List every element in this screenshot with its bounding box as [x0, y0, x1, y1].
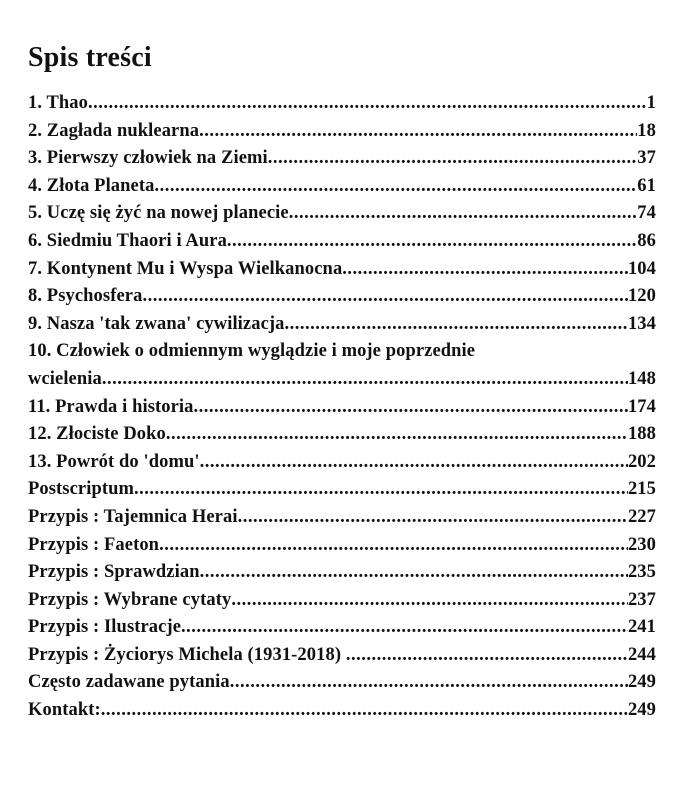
toc-entry [28, 449, 656, 477]
toc-entry-page: 18 [637, 120, 656, 141]
dot-leader [230, 669, 628, 697]
toc-entry-page: 120 [627, 286, 656, 307]
toc-entry-page: 249 [627, 672, 656, 693]
toc-entry-label: Przypis : Faeton [28, 534, 160, 555]
toc-entry [28, 145, 656, 173]
dot-leader [194, 394, 628, 422]
toc-entry-page: 174 [627, 396, 656, 417]
dot-leader [166, 421, 628, 449]
toc-entry-label: 5. Uczę się żyć na nowej planecie [28, 203, 289, 224]
dot-leader [289, 200, 638, 228]
toc-entry-label: Często zadawane pytania [28, 672, 230, 693]
toc-page [28, 40, 656, 725]
toc-entry-label: Przypis : Wybrane cytaty [28, 589, 232, 610]
toc-entry [28, 504, 656, 532]
toc-entry-page: 134 [627, 313, 656, 334]
toc-entry-page: 86 [637, 230, 656, 251]
toc-entry-page: 237 [627, 589, 656, 610]
dot-leader [231, 587, 628, 615]
toc-entry-label: 13. Powrót do 'domu' [28, 451, 200, 472]
toc-entry [28, 311, 656, 339]
dot-leader [134, 476, 628, 504]
toc-entry [28, 421, 656, 449]
toc-entry-page: 235 [627, 562, 656, 583]
toc-entry [28, 669, 656, 697]
toc-entry-page: 227 [627, 506, 656, 527]
toc-entry-page: 1 [646, 93, 656, 113]
toc-entry [28, 476, 656, 504]
toc-entry-label-line2: wcielenia [28, 368, 102, 389]
toc-entry-page: 148 [627, 368, 656, 389]
toc-list [28, 90, 656, 725]
toc-entry-label: 2. Zagłada nuklearna [28, 120, 200, 141]
toc-entry [28, 228, 656, 256]
toc-entry-line2 [28, 366, 656, 394]
toc-entry [28, 118, 656, 146]
dot-leader [346, 642, 628, 670]
toc-entry-page: 230 [627, 534, 656, 555]
toc-entry-page: 37 [637, 148, 656, 169]
toc-entry-label: Przypis : Ilustracje [28, 617, 182, 638]
toc-entry-page: 241 [627, 617, 656, 638]
toc-entry [28, 532, 656, 560]
toc-entry-label: 4. Złota Planeta [28, 175, 155, 196]
dot-leader [101, 697, 628, 725]
toc-entry [28, 256, 656, 284]
page-title: Spis treści [28, 42, 152, 73]
toc-entry-label: Kontakt: [28, 700, 101, 721]
toc-entry-page: 244 [627, 644, 656, 665]
toc-entry [28, 559, 656, 587]
toc-entry [28, 90, 656, 118]
dot-leader [238, 504, 628, 532]
toc-entry [28, 394, 656, 422]
dot-leader [268, 145, 638, 173]
toc-entry-label: 3. Pierwszy człowiek na Ziemi [28, 148, 268, 169]
dot-leader [227, 228, 637, 256]
toc-entry [28, 587, 656, 615]
dot-leader [285, 311, 628, 339]
dot-leader [200, 559, 628, 587]
toc-entry [28, 614, 656, 642]
toc-entry-page: 215 [627, 479, 656, 500]
toc-entry-page: 188 [627, 424, 656, 445]
dot-leader [342, 256, 628, 284]
dot-leader [199, 118, 637, 146]
toc-entry-label-line1: 10. Człowiek o odmiennym wyglądzie i moje poprzednie [28, 341, 476, 362]
toc-entry-page: 202 [627, 451, 656, 472]
toc-entry-label: 9. Nasza 'tak zwana' cywilizacja [28, 313, 285, 334]
toc-entry-label: 12. Złociste Doko [28, 424, 166, 445]
toc-entry [28, 697, 656, 725]
dot-leader [200, 449, 628, 477]
dot-leader [181, 614, 628, 642]
dot-leader [142, 283, 628, 311]
dot-leader [154, 173, 637, 201]
toc-entry [28, 338, 656, 393]
toc-entry [28, 642, 656, 670]
toc-entry [28, 173, 656, 201]
toc-entry-label: 1. Thao [28, 93, 88, 113]
toc-entry-page: 61 [637, 175, 656, 196]
toc-entry-page: 249 [627, 700, 656, 721]
toc-entry-label: 8. Psychosfera [28, 286, 143, 307]
toc-entry-label: Postscriptum [28, 479, 135, 500]
toc-entry-label: 7. Kontynent Mu i Wyspa Wielkanocna [28, 258, 343, 279]
toc-entry-page: 104 [627, 258, 656, 279]
toc-entry-label: Przypis : Życiorys Michela (1931-2018) [28, 644, 346, 665]
toc-entry-label: 11. Prawda i historia [28, 396, 194, 417]
toc-entry-label: Przypis : Sprawdzian [28, 562, 200, 583]
toc-entry-label: Przypis : Tajemnica Herai [28, 506, 238, 527]
dot-leader [159, 532, 628, 560]
toc-entry [28, 200, 656, 228]
toc-entry-label: 6. Siedmiu Thaori i Aura [28, 230, 227, 251]
toc-entry-page: 74 [637, 203, 656, 224]
toc-entry [28, 283, 656, 311]
dot-leader [102, 366, 628, 394]
dot-leader [88, 90, 647, 118]
